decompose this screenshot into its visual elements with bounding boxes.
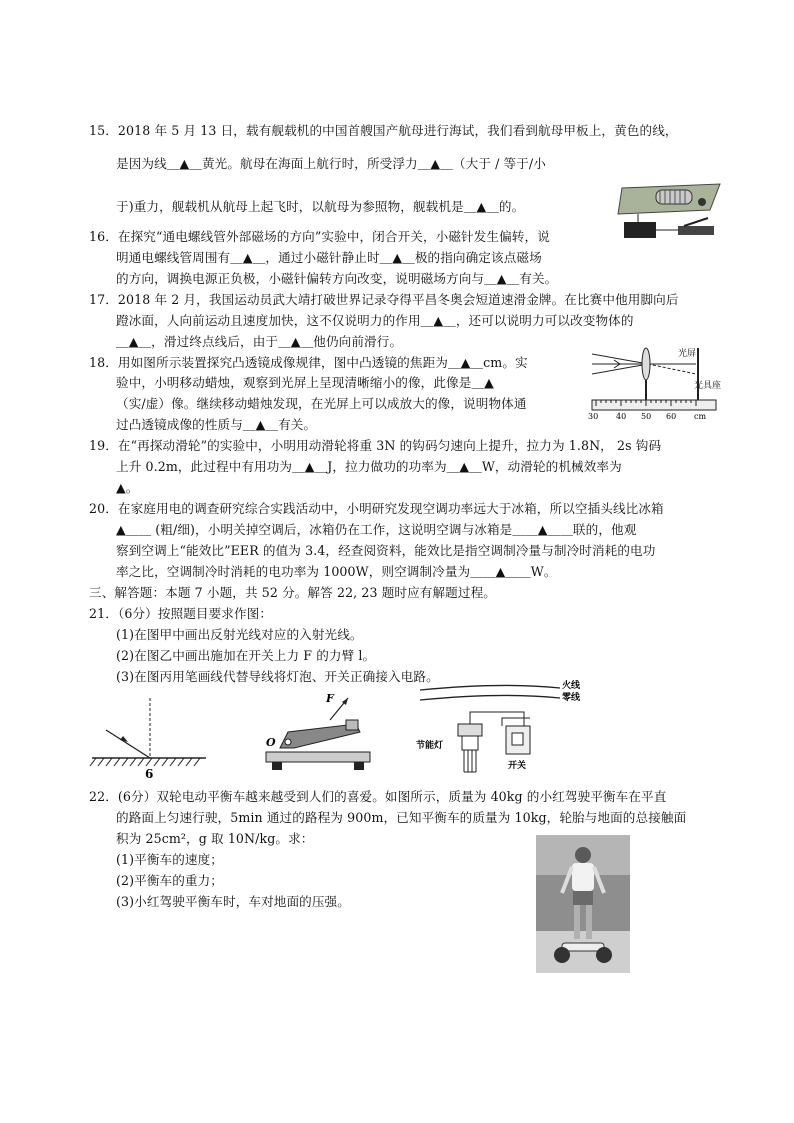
lamp-label: 节能灯 — [416, 741, 444, 751]
q19-line-2: 上升 0.2m，此过程中有用功为＿▲＿J，拉力做功的功率为＿▲＿W，动滑轮的机械效率为 — [116, 459, 622, 474]
q22-item-3: (3)小红驾驶平衡车时，车对地面的压强。 — [116, 894, 350, 909]
q20-line-4: 率之比，空调制冷时消耗的电功率为 1000W，则空调制冷量为＿＿▲＿＿W。 — [116, 564, 557, 579]
svg-text:6: 6 — [145, 767, 154, 780]
tick-40: 40 — [616, 412, 627, 420]
q21-item-2: (2)在图乙中画出施加在开关上力 F 的力臂 l。 — [116, 648, 376, 663]
q22-line-3: 积为 25cm²，g 取 10N/kg。求： — [116, 831, 314, 846]
optical-bench-figure — [586, 344, 724, 420]
solenoid-figure — [612, 180, 722, 242]
zero-wire-label: 零线 — [562, 693, 581, 703]
q22-item-2: (2)平衡车的重力； — [116, 873, 223, 888]
q17-line-1: 17．2018 年 2 月，我国运动员武大靖打破世界记录夺得平昌冬奥会短道速滑金牌。在比赛中他用脚向后 — [89, 292, 679, 307]
q17-line-2: 蹬冰面，人向前运动且速度加快，这不仅说明力的作用＿▲＿，还可以说明力可以改变物体的 — [116, 313, 634, 328]
pivot-label: O — [266, 736, 276, 749]
section-3-heading: 三、解答题：本题 7 小题，共 52 分。解答 22, 23 题时应有解题过程。 — [89, 585, 496, 600]
q21-title: 21．（6分）按照题目要求作图： — [89, 606, 273, 621]
tick-50: 50 — [641, 412, 652, 420]
q19-line-3: ▲。 — [116, 480, 139, 495]
q20-line-1: 20．在家庭用电的调查研究综合实践活动中，小明研究发现空调功率远大于冰箱，所以空插头线比冰箱 — [89, 501, 664, 516]
screen-label: 光屏 — [678, 349, 697, 359]
reflection-figure — [88, 694, 208, 780]
q17-line-3: ＿▲＿，滑过终点线后，由于＿▲＿他仍向前滑行。 — [116, 334, 403, 349]
tick-60: 60 — [666, 412, 677, 420]
q18-line-4: 过凸透镜成像的性质与＿▲＿有关。 — [116, 417, 317, 432]
switch-lever-figure — [258, 690, 378, 774]
force-label: F — [326, 692, 334, 705]
q22-item-1: (1)平衡车的速度； — [116, 852, 223, 867]
household-circuit-figure — [412, 676, 592, 782]
q18-line-3: （实/虚）像。继续移动蜡烛发现，在光屏上可以成放大的像，说明物体通 — [116, 396, 527, 411]
q15-line-3: 于)重力，舰载机从航母上起飞时，以航母为参照物，舰载机是＿▲＿的。 — [116, 199, 525, 214]
switch-label: 开关 — [508, 761, 527, 771]
q22-line-1: 22．(6分）双轮电动平衡车越来越受到人们的喜爱。如图所示，质量为 40kg 的小红驾驶平衡车在平直 — [89, 789, 667, 804]
fire-wire-label: 火线 — [562, 681, 581, 691]
q22-line-2: 的路面上匀速行驶，5min 通过的路程为 900m，已知平衡车的质量为 10kg，轮胎与地面的总接触面 — [116, 810, 687, 825]
q15-line-2: 是因为线＿▲＿黄光。航母在海面上航行时，所受浮力＿▲＿（大于 / 等于/小 — [116, 156, 546, 171]
q16-line-1: 16．在探究“通电螺线管外部磁场的方向”实验中，闭合开关，小磁针发生偏转，说 — [89, 229, 550, 244]
q19-line-1: 19．在“再探动滑轮”的实验中，小明用动滑轮将重 3N 的钩码匀速向上提升，拉力为 1.8N， 2s 钩码 — [89, 438, 662, 453]
q16-line-3: 的方向，调换电源正负极，小磁针偏转方向改变，说明磁场方向与＿▲＿有关。 — [116, 271, 558, 286]
q16-line-2: 明通电螺线管周围有＿▲＿，通过小磁针静止时＿▲＿极的指向确定该点磁场 — [116, 250, 542, 265]
q21-item-1: (1)在图甲中画出反射光线对应的入射光线。 — [116, 627, 363, 642]
tick-30: 30 — [588, 412, 599, 420]
q20-line-2: ▲＿＿ (粗/细)，小明关掉空调后，冰箱仍在工作，这说明空调与冰箱是＿＿▲＿＿联的，他观 — [116, 522, 637, 537]
q15-line-1: 15．2018 年 5 月 13 日，载有舰载机的中国首艘国产航母进行海试，我们看到航母甲板上，黄色的线， — [89, 123, 678, 138]
balance-scooter-photo — [536, 835, 630, 973]
q21-item-3: (3)在图丙用笔画线代替导线将灯泡、开关正确接入电路。 — [116, 669, 439, 684]
tick-unit: cm — [694, 412, 707, 420]
q18-line-1: 18．用如图所示装置探究凸透镜成像规律，图中凸透镜的焦距为＿▲＿cm。实 — [89, 355, 528, 370]
q18-line-2: 验中，小明移动蜡烛，观察到光屏上呈现清晰缩小的像，此像是＿▲ — [116, 375, 494, 390]
q20-line-3: 察到空调上“能效比”EER 的值为 3.4，经查阅资料，能效比是指空调制冷量与制冷时消耗的电功 — [116, 543, 656, 558]
bench-label: 光具座 — [694, 381, 722, 391]
